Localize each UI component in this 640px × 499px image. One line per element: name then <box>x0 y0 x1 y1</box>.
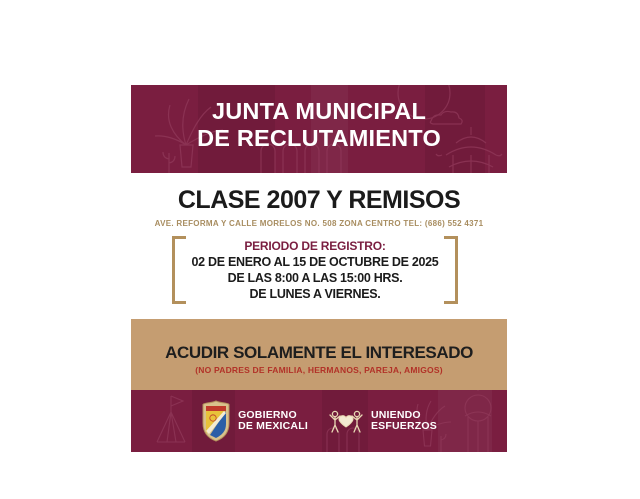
registro-hours: DE LAS 8:00 A LAS 15:00 HRS. <box>227 271 403 285</box>
address-line: AVE. REFORMA Y CALLE MORELOS NO. 508 ZONA CENTRO TEL: (686) 552 4371 <box>154 219 484 228</box>
gobierno-logo-text <box>238 410 308 433</box>
registro-content <box>184 239 446 302</box>
uniendo-esfuerzos-logo <box>328 408 437 435</box>
banner-title-line1: JUNTA MUNICIPAL <box>211 98 427 124</box>
registro-block <box>172 236 458 304</box>
uniendo-logo-text <box>371 410 437 433</box>
uniendo-line2: ESFUERZOS <box>370 420 437 432</box>
registro-dates: 02 DE ENERO AL 15 DE OCTUBRE DE 2025 <box>191 255 439 269</box>
notice-title: ACUDIR SOLAMENTE EL INTERESADO <box>165 343 473 362</box>
footer-banner <box>131 390 507 452</box>
page-title: CLASE 2007 Y REMISOS <box>177 186 461 214</box>
mexicali-crest-icon <box>201 400 231 442</box>
notice-banner <box>131 319 507 390</box>
gobierno-mexicali-logo <box>201 400 308 442</box>
banner-title <box>131 98 507 152</box>
header-banner <box>131 85 507 173</box>
gobierno-line1: GOBIERNO <box>238 408 297 421</box>
right-bracket-decoration <box>444 236 458 304</box>
banner-title-line2: DE RECLUTAMIENTO <box>197 125 441 151</box>
notice-subtitle: (NO PADRES DE FAMILIA, HERMANOS, PAREJA, AMIGOS) <box>195 365 443 375</box>
uniendo-line1: UNIENDO <box>370 408 421 421</box>
footer-content <box>131 390 507 452</box>
people-heart-icon <box>328 408 364 435</box>
registro-label: PERIODO DE REGISTRO: <box>244 239 386 253</box>
registro-days: DE LUNES A VIERNES. <box>249 287 381 301</box>
gobierno-line2: DE MEXICALI <box>238 420 308 432</box>
